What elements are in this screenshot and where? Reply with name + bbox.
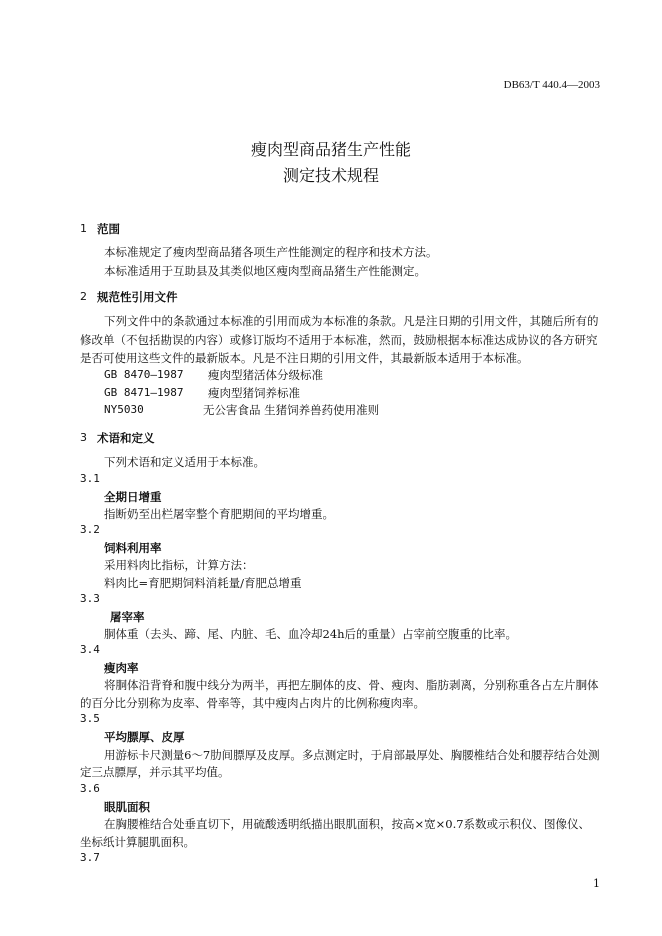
term-definition-line-1: 在胸腰椎结合处垂直切下，用硫酸透明纸描出眼肌面积，按高×宽×0.7系数或示积仪、图像仪、 <box>104 817 591 831</box>
section-2-para-line-2: 修改单（不包括勘误的内容）或修订版均不适用于本标准，然而，鼓励根据本标准达成协议的各方研究 <box>80 333 598 347</box>
document-title-line2: 测定技术规程 <box>282 166 379 185</box>
term-number: 3.5 <box>80 712 100 725</box>
term-definition: 胴体重（去头、蹄、尾、内脏、毛、血冷却24h后的重量）占宰前空腹重的比率。 <box>104 627 518 641</box>
term-definition-line-2: 定三点膘厚，并示其平均值。 <box>80 765 230 779</box>
section-2-number: 2 <box>80 290 87 303</box>
term-definition-line-2: 坐标纸计算腿肌面积。 <box>80 835 195 849</box>
reference-title: 瘦肉型猪饲养标准 <box>208 386 300 400</box>
page-number: 1 <box>593 877 600 890</box>
section-2-heading: 规范性引用文件 <box>97 290 178 304</box>
reference-code: NY5030 <box>104 403 144 416</box>
term-title: 瘦肉率 <box>104 661 139 675</box>
term-title: 全期日增重 <box>104 490 162 504</box>
term-definition: 采用料肉比指标，计算方法： <box>104 558 254 572</box>
term-number: 3.6 <box>80 782 100 795</box>
term-formula: 料肉比=育肥期饲料消耗量/育肥总增重 <box>104 576 302 590</box>
document-title-line1: 瘦肉型商品猪生产性能 <box>250 140 411 159</box>
section-2-para-line-1: 下列文件中的条款通过本标准的引用而成为本标准的条款。凡是注日期的引用文件，其随后所有的 <box>104 314 599 328</box>
term-title: 屠宰率 <box>110 610 145 624</box>
term-title: 平均膘厚、皮厚 <box>104 730 185 744</box>
reference-title: 无公害食品 生猪饲养兽药使用准则 <box>203 403 380 417</box>
term-number: 3.4 <box>80 643 100 656</box>
term-definition-line-1: 用游标卡尺测量6～7肋间膘厚及皮厚。多点测定时，于肩部最厚处、胸腰椎结合处和腰荐结合处测 <box>104 748 600 762</box>
term-number: 3.7 <box>80 851 100 864</box>
section-1-heading: 范围 <box>97 222 120 236</box>
reference-title: 瘦肉型猪活体分级标准 <box>208 368 323 382</box>
section-2-para-line-3: 是否可使用这些文件的最新版本。凡是不注日期的引用文件，其最新版本适用于本标准。 <box>80 351 529 365</box>
section-1-para-1: 本标准规定了瘦肉型商品猪各项生产性能测定的程序和技术方法。 <box>104 245 438 259</box>
term-definition-line-2: 的百分比分别称为皮率、骨率等，其中瘦肉占肉片的比例称瘦肉率。 <box>80 696 425 710</box>
standard-code: DB63/T 440.4—2003 <box>503 79 600 91</box>
section-3-intro: 下列术语和定义适用于本标准。 <box>104 455 265 469</box>
section-1-number: 1 <box>80 222 87 235</box>
term-title: 饲料利用率 <box>104 541 162 555</box>
term-definition: 指断奶至出栏屠宰整个育肥期间的平均增重。 <box>104 507 334 521</box>
term-number: 3.1 <box>80 472 100 485</box>
section-1-para-2: 本标准适用于互助县及其类似地区瘦肉型商品猪生产性能测定。 <box>104 264 426 278</box>
term-number: 3.3 <box>80 592 100 605</box>
term-number: 3.2 <box>80 523 100 536</box>
section-3-number: 3 <box>80 431 87 444</box>
term-title: 眼肌面积 <box>104 800 150 814</box>
reference-code: GB 8471—1987 <box>104 386 184 399</box>
term-definition-line-1: 将胴体沿背脊和腹中线分为两半，再把左胴体的皮、骨、瘦肉、脂肪剥离，分别称重各占左片胴体 <box>104 678 599 692</box>
reference-code: GB 8470—1987 <box>104 368 184 381</box>
section-3-heading: 术语和定义 <box>97 431 155 445</box>
